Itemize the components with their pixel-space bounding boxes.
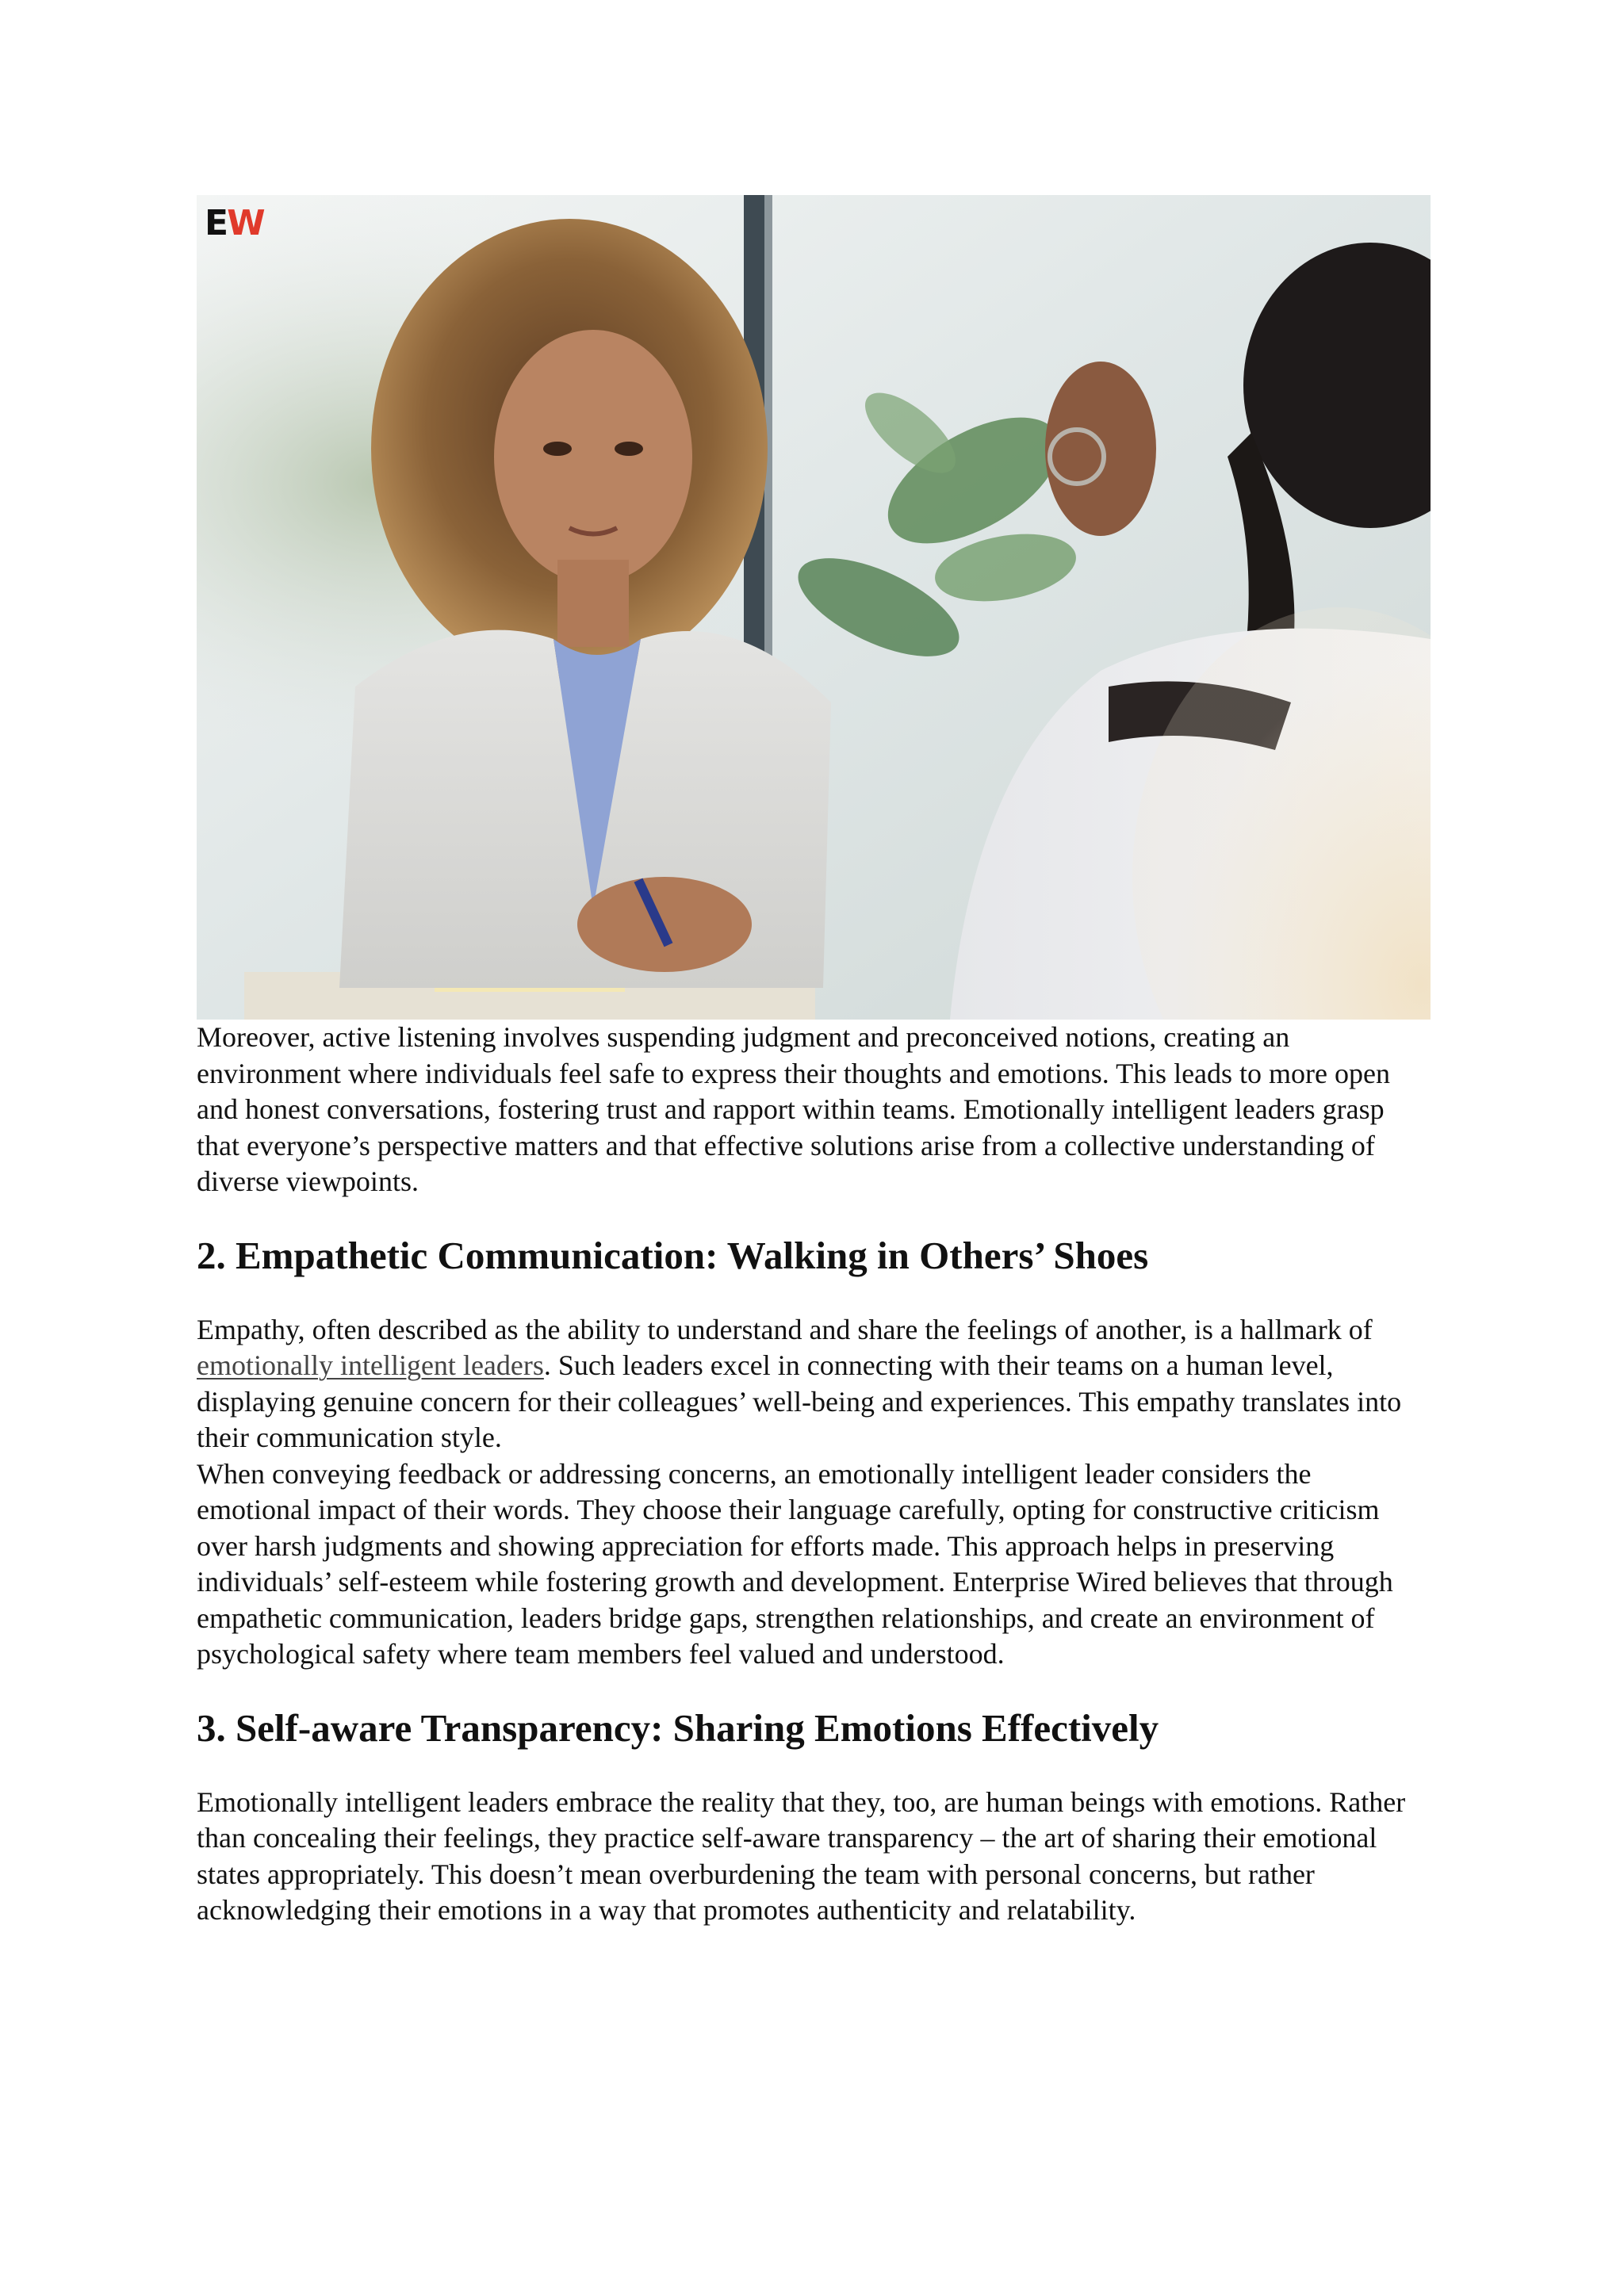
body-paragraph-empathy xyxy=(197,1312,1431,1456)
section-heading-self-aware-transparency: 3. Self-aware Transparency: Sharing Emotions Effectively xyxy=(197,1705,1159,1750)
body-paragraph-feedback: When conveying feedback or addressing concerns, an emotionally intelligent leader considers the emotional impact of their words. They choose their language carefully, opting for constructive criticism over harsh judgments and showing appreciation for efforts made. This approach helps in preserving individuals’ self-esteem while fostering growth and development. Enterprise Wired believes that through empathetic communication, leaders bridge gaps, strengthen relationships, and create an environment of psychological safety where team members feel valued and understood. xyxy=(197,1457,1393,1670)
body-paragraph-transparency: Emotionally intelligent leaders embrace the reality that they, too, are human beings with emotions. Rather than concealing their feelings, they practice self-aware transparency – the art of sharing their emotional states appropriately. This doesn’t mean overburdening the team with personal concerns, but rather acknowledging their emotions in a way that promotes authenticity and relatability. xyxy=(197,1785,1406,1926)
paragraph-text: Empathy, often described as the ability to understand and share the feelings of another, is a hallmark of xyxy=(197,1313,1373,1345)
photo-illustration xyxy=(197,195,1431,1020)
article-photo xyxy=(197,195,1431,1020)
paragraph-text: . Such leaders excel in connecting with their teams on a human level, displaying genuine concern for their colleagues’ well-being and experiences. This empathy translates into their communication style. xyxy=(197,1349,1402,1453)
section-heading-empathetic-communication: 2. Empathetic Communication: Walking in Others’ Shoes xyxy=(197,1233,1149,1277)
emotionally-intelligent-leaders-link[interactable]: emotionally intelligent leaders xyxy=(197,1349,544,1381)
brand-logo-text: EW xyxy=(205,203,264,243)
brand-logo xyxy=(205,203,264,243)
body-paragraph-active-listening: Moreover, active listening involves suspending judgment and preconceived notions, creating an environment where individuals feel safe to express their thoughts and emotions. This leads to more open and honest conversations, fostering trust and rapport within teams. Emotionally intelligent leaders grasp that everyone’s perspective matters and that effective solutions arise from a collective understanding of diverse viewpoints. xyxy=(197,1021,1390,1197)
document-page xyxy=(197,195,1431,1929)
